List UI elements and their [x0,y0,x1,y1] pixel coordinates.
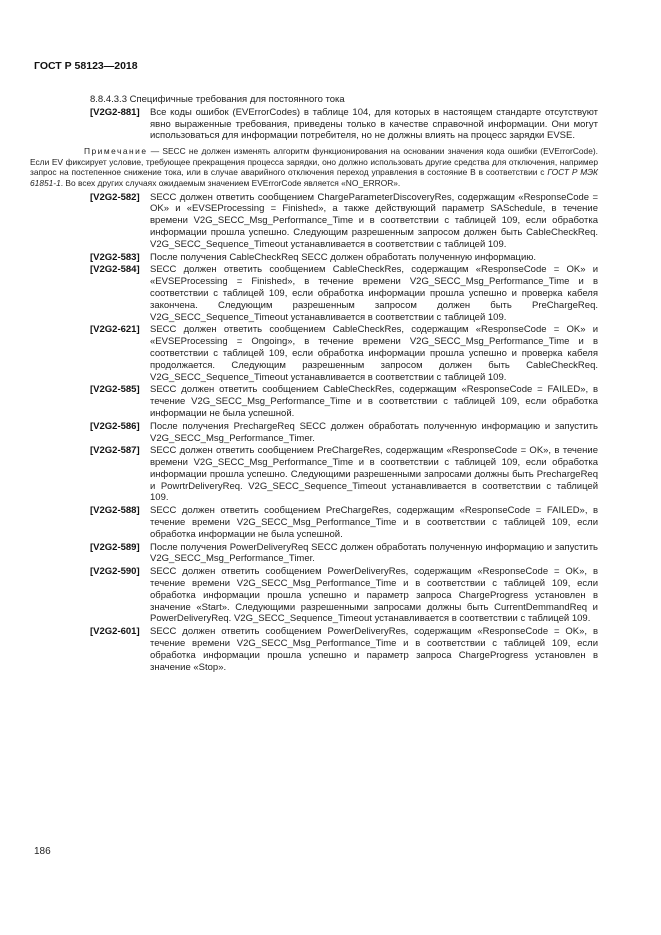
requirement-item [90,421,598,445]
requirement-item [90,324,598,383]
requirement-text: SECC должен ответить сообщением ChargeParameterDiscoveryRes, содержащим «ResponseCode = OK» и «EVSEProcessing = Finished», а также действующий параметр SASchedule, в течение времени V2G_SECC_Msg_Performance_Time и в соответствии с таблицей 109, если обработка информации прошла успешно. Следующим разрешенным запросом должен быть CableCheckReq. V2G_SECC_Sequence_Timeout устанавливается в соответствии с таблицей 109. [150,191,598,250]
requirement-code: [V2G2-587] [90,445,140,457]
requirement-code: [V2G2-588] [90,505,140,517]
requirement-code: [V2G2-601] [90,626,140,638]
requirement-text: После получения PrechargeReq SECC должен обработать полученную информацию и запустить V2G_SECC_Msg_Performance_Timer. [150,420,598,444]
requirement-text: SECC должен ответить сообщением CableCheckRes, содержащим «ResponseCode = OK» и «EVSEProcessing = Finished», в течение времени V2G_SECC_Msg_Performance_Time и в соответствии с таблицей 109, если обработка информации прошла успешно и проверка кабеля закончена. Следующим разрешенным запросом должен быть PreChargeReq. V2G_SECC_Sequence_Timeout устанавливается в соответствии с таблицей 109. [150,264,598,323]
requirement-item [90,192,598,251]
requirement-item [90,505,598,540]
page-number: 186 [34,846,51,857]
requirement-item [90,542,598,566]
requirement-item [90,252,598,264]
requirement-item [90,107,598,142]
requirement-code: [V2G2-583] [90,251,140,263]
requirement-text: После получения CableCheckReq SECC должен обработать полученную информацию. [150,251,537,263]
requirement-text: SECC должен ответить сообщением PreChargeRes, содержащим «ResponseCode = FAILED», в течение времени V2G_SECC_Msg_Performance_Time и в соответствии с таблицей 109, если обработка информации не была успешной. [150,505,598,540]
requirement-code: [V2G2-590] [90,566,140,578]
note-reference: ГОСТ Р МЭК 61851-1 [30,167,598,188]
requirement-item [90,566,598,625]
requirement-text: SECC должен ответить сообщением CableCheckRes, содержащим «ResponseCode = FAILED», в течение V2G_SECC_Msg_Performance_Time и в соответствии с таблицей 109, если обработка информации не была успешной. [150,384,598,419]
note-text: — SECC не должен изменять алгоритм функционирования на основании значения кода ошибки (EVErrorCode). Если EV фиксирует условие, требующее прекращения процесса зарядки, оно должно использовать другие средства для отключения, например запрос на постепенное снижение тока, или в случае аварийного отключения переход управления в состояние B в соответствии с [30,146,598,178]
requirement-text: SECC должен ответить сообщением PreChargeRes, содержащим «ResponseCode = OK», в течение времени V2G_SECC_Msg_Performance_Time и в соответствии с таблицей 109, если обработка информации прошла успешно. Следующими разрешенными запросами должны быть PrechargeReq и PowrtrDeliveryReq. V2G_SECC_Sequence_Timeout устанавливается в соответствии с таблицей 109. [150,445,598,504]
note-paragraph [30,146,598,188]
requirement-item [90,264,598,323]
requirement-text: SECC должен ответить сообщением PowerDeliveryRes, содержащим «ResponseCode = OK», в течение времени V2G_SECC_Msg_Performance_Time и в соответствии с таблицей 109, если обработка информации прошла успешно и параметр запроса ChargeProgress установлен в значение «Stop». [150,626,598,673]
requirement-item [90,384,598,419]
requirement-code: [V2G2-584] [90,264,140,276]
requirement-text: После получения PowerDeliveryReq SECC должен обработать полученную информацию и запустить V2G_SECC_Msg_Performance_Timer. [150,541,598,565]
requirement-item [90,445,598,504]
requirement-code: [V2G2-582] [90,191,140,203]
document-body [30,94,598,674]
note-text-end: . Во всех других случаях ожидаемым значением EVErrorCode является «NO_ERROR». [60,177,401,188]
requirement-item [90,626,598,673]
requirement-text: SECC должен ответить сообщением CableCheckRes, содержащим «ResponseCode = OK» и «EVSEProcessing = Ongoing», в течение времени V2G_SECC_Msg_Performance_Time и в соответствии с таблицей 109, если обработка информации прошла успешно и проверка кабеля продолжается. Следующим разрешенным запросом должен быть CableCheckReq. V2G_SECC_Sequence_Timeout устанавливается в соответствии с таблицей 109. [150,324,598,383]
requirement-code: [V2G2-621] [90,324,140,336]
note-label: Примечание [84,146,148,157]
requirement-text: Все коды ошибок (EVErrorCodes) в таблице 104, для которых в настоящем стандарте отсутствуют явно выраженные требования, приведены только в качестве справочной информации. Они могут использоваться для информации потребителя, но не должны влиять на процесс зарядки EVSE. [150,106,598,142]
requirement-code: [V2G2-589] [90,541,140,553]
section-title: 8.8.4.3.3 Специфичные требования для постоянного тока [90,94,345,105]
requirement-code: [V2G2-586] [90,420,140,432]
requirement-text: SECC должен ответить сообщением PowerDeliveryRes, содержащим «ResponseCode = OK», в течение времени V2G_SECC_Msg_Performance_Time и в соответствии с таблицей 109, если обработка информации прошла успешно и параметр запроса ChargeProgress установлен в значение «Start». Следующими разрешенными запросами должны быть CurrentDemmandReq и PowerDeliveryReq. V2G_SECC_Sequence_Timeout устанавливается в соответствии с таблицей 109. [150,566,598,625]
document-header: ГОСТ Р 58123—2018 [34,60,138,72]
requirement-code: [V2G2-585] [90,384,140,396]
requirement-code: [V2G2-881] [90,106,140,118]
